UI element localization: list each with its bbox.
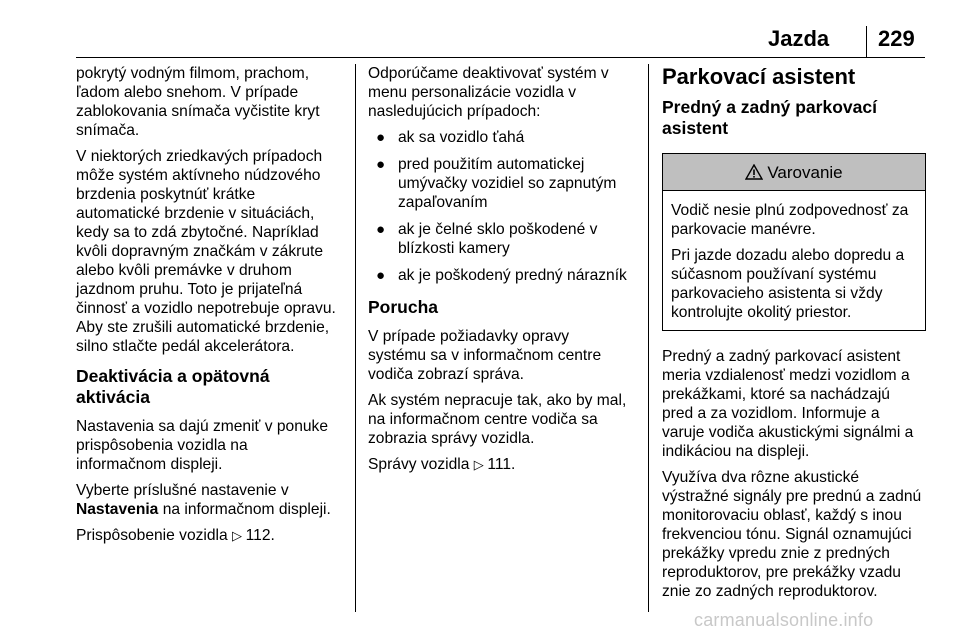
header-title: Jazda: [768, 26, 830, 51]
paragraph: Vodič nesie plnú zodpovednosť za parkovacie manévre.: [671, 202, 909, 238]
column-1: [76, 64, 348, 552]
column-divider: [648, 64, 649, 612]
paragraph: Predný a zadný parkovací asistent meria vzdialenosť medzi vozidlom a prekážkami, ktoré sa nachádzajú pred a za vozidlom. Informuje a varuje vodiča akustickými signálmi a indikáciou na displeji.: [662, 348, 914, 460]
warning-box: [662, 153, 926, 331]
cross-reference[interactable]: Prispôsobenie vozidla ▷ 112.: [76, 527, 275, 544]
column-divider: [355, 64, 356, 612]
bullet-icon: ●: [376, 129, 386, 146]
bullet-icon: ●: [376, 221, 386, 238]
warning-header: [663, 154, 925, 191]
chapter-title: Parkovací asistent: [662, 64, 856, 89]
paragraph: Nastavenia sa dajú zmeniť v ponuke prispôsobenia vozidla na informačnom displeji.: [76, 418, 329, 473]
watermark: carmanualsonline.info: [694, 610, 874, 630]
paragraph: Využíva dva rôzne akustické výstražné signály pre prednú a zadnú monitorovaciu oblasť, každý s inou frekvenciou tónu. Signál oznamujúci prekážky vpredu znie z predných reproduktorov, pre prekážky vzadu znie zo zadných reproduktorov.: [662, 469, 922, 600]
bullet-icon: ●: [376, 156, 386, 173]
page-number: 229: [878, 26, 915, 51]
bullet-list: [368, 128, 640, 285]
page-header: [0, 0, 960, 58]
section-heading: Deaktivácia a opätovná aktivácia: [76, 366, 270, 407]
paragraph: V prípade požiadavky opravy systému sa v informačnom centre vodiča zobrazí správa.: [368, 328, 602, 383]
section-heading: Porucha: [368, 297, 439, 317]
page-ref-icon: ▷: [232, 528, 246, 543]
section-title: Predný a zadný parkovací asistent: [662, 97, 877, 138]
warning-icon: [745, 164, 763, 180]
menu-name: Nastavenia: [76, 501, 159, 518]
header-rule: [76, 57, 925, 58]
column-2: [368, 64, 640, 481]
warning-title: Varovanie: [767, 162, 843, 182]
paragraph: pokrytý vodným filmom, prachom, ľadom alebo snehom. V prípade zablokovania snímača vyčistite kryt snímača.: [76, 65, 320, 139]
paragraph: Ak systém nepracuje tak, ako by mal, na informačnom centre vodiča sa zobrazia správy vozidla.: [368, 392, 627, 447]
column-3: [662, 64, 928, 608]
header-divider: [866, 26, 867, 57]
warning-body: [663, 191, 925, 330]
page-ref-icon: ▷: [473, 457, 488, 472]
bullet-icon: ●: [376, 267, 386, 284]
paragraph: V niektorých zriedkavých prípadoch môže systém aktívneho núdzového brzdenia poskytnúť krátke automatické brzdenie v situáciách, kedy sa to zdá zbytočné. Napríklad kvôli dopravným značkám v zákrute alebo kvôli premávke v druhom jazdnom pruhu. Toto je prijateľná činnosť a vozidlo nepotrebuje opravu. Aby ste zrušili automatické brzdenie, silno stlačte pedál akcelerátora.: [76, 148, 336, 355]
list-item: ● ak je poškodený predný nárazník: [376, 267, 627, 284]
list-item: ● ak je čelné sklo poškodené v blízkosti kamery: [376, 221, 598, 257]
list-item: ● pred použitím automatickej umývačky vozidiel so zapnutým zapaľovaním: [376, 156, 617, 211]
paragraph: Vyberte príslušné nastavenie v Nastavenia na informačnom displeji.: [76, 482, 331, 518]
paragraph: Pri jazde dozadu alebo dopredu a súčasnom používaní systému parkovacieho asistenta si vždy kontrolujte okolitý priestor.: [671, 247, 905, 321]
paragraph: Odporúčame deaktivovať systém v menu personalizácie vozidla v nasledujúcich prípadoch:: [368, 65, 609, 120]
cross-reference[interactable]: Správy vozidla ▷ 111.: [368, 456, 516, 473]
list-item: ● ak sa vozidlo ťahá: [376, 129, 525, 146]
